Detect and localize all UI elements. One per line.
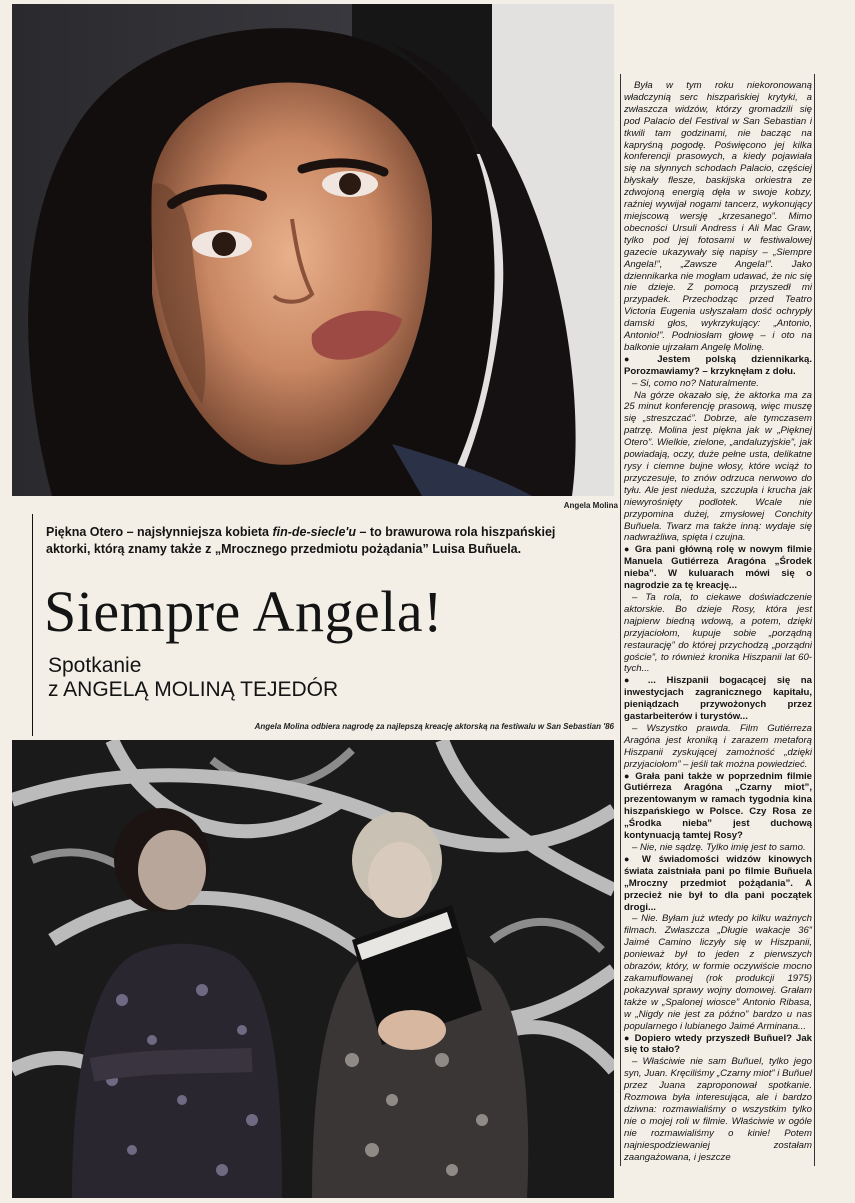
lead-text-1: Piękna Otero – najsłynniejsza kobieta xyxy=(46,525,273,539)
interview-column xyxy=(624,80,812,1163)
column-paragraph: Na górze okazało się, że aktorka ma za 25 minut konferencję prasową, więc muszę się „streszczać”. Dobrze, ale tymczasem patrzę. Molina jest piękna jak w „Pięknej Otero”. Wielkie, zielone, „andaluzyjskie”, jak powiadają, oczy, duże pełne usta, delikatne rysy i ciemne bujne włosy, które wciąż to przyczesuje, to znów odrzuca nerwowo do tyłu. Ale jest nieduża, szczupła i krucha jak niewyrośnięty podlotek. Wcale nie przypomina dużej, zmysłowej Conchity Buñuela. Twarz ma także inną: wydaje się nadwrażliwa, spięta i czujna. xyxy=(624,389,812,544)
interview-question: ● Dopiero wtedy przyszedł Buñuel? Jak się to stało? xyxy=(624,1033,812,1057)
interview-question: ● W świadomości widzów kinowych świata zaistniała pani po filmie Buñuela „Mroczny przedmiot pożądania”. A przecież nie był to dla pani początek drogi... xyxy=(624,854,812,914)
column-paragraph: Była w tym roku niekoronowaną władczynią serc hiszpańskiej krytyki, a zwłaszcza widzów, którzy gromadzili się pod Palacio del Festival w San Sebastian i tkwili tam godzinami, nie bacząc na kapryśną pogodę. Poświęcono jej kilka konferencji prasowych, a kiedy pojawiała się na słynnych schodach Palacio, częściej błyskały flesze, baskijska orkiestra ze zdwojoną energią dęła w swoje kobzy, raźniej wywijał nogami tancerz, wykonujący miejscową wersję „krzesanego”. Mimo obecności Ursuli Andress i Ali Mac Graw, tylko pod jej fotosami w festiwalowej gazecie ukazywały się napisy – „Siempre Angela!”, „Zawsze Angela!”. Jako dziennikarka nie mogłam udawać, że nic się nie dzieje. Z pomocą przyszedł mi przypadek. Przechodząc przed Teatro Victoria Eugenia usłyszałam dość ochrypły damski głos, wykrzykujący: „Antonio, Antonio!”. Podniosłam głowę – i oto na balkonie ujrzałam Angelę Molinę. xyxy=(624,80,812,353)
interview-answer: – Wszystko prawda. Film Gutiérreza Aragóna jest kroniką i zarazem metaforą Hiszpanii zyskującej zamożność „dzięki przyjaciołom” – jeśli tak można powiedzieć. xyxy=(624,722,812,770)
interview-answer: – Nie. Byłam już wtedy po kilku ważnych filmach. Zwłaszcza „Długie wakacje 36” Jaimé Camino liczyły się w Hiszpanii, ponieważ był to jeden z pierwszych obrazów, który, w formie oczywiście mocno zakamuflowanej (rok produkcji 1975) pokazywał sprawy wojny domowej. Grałam także w „Spalonej wiosce” Antonio Ribasa, w „Nigdy nie jest za późno” bardzo u nas popularnego i lubianego Jaimé Arminana... xyxy=(624,913,812,1032)
column-left-rule xyxy=(620,74,621,1166)
interview-answer: – Nie, nie sądzę. Tylko imię jest to samo. xyxy=(632,842,806,853)
interview-question: ● Gra pani główną rolę w nowym filmie Manuela Gutiérreza Aragóna „Środek nieba”. W kuluarach mówi się o nagrodzie za tę kreację... xyxy=(624,544,812,592)
interview-question: ● Grała pani także w poprzednim filmie Gutiérreza Aragóna „Czarny miot”, prezentowanym w ramach tygodnia kina hiszpańskiego w Polsce. Czy Rosa ze „Środka nieba” jest duchową kontynuacją tamtej Rosy? xyxy=(624,771,812,842)
award-photo-graphic xyxy=(12,740,614,1198)
portrait-photo-graphic xyxy=(12,4,614,496)
portrait-photo xyxy=(12,4,614,496)
interview-answer: – Właściwie nie sam Buñuel, tylko jego syn, Juan. Kręciliśmy „Czarny miot” i Buñuel przez Juana zaproponował spotkanie. Rozmowa była interesująca, ale i bardzo dziwna: rozmawialiśmy o wszystkim tylko nie o mojej roli w filmie. Właściwie w ogóle nie rozmawialiśmy o kinie! Potem najniespodziewaniej zostałam zaangażowana, i jeszcze xyxy=(624,1056,812,1163)
intro-divider-rule xyxy=(32,514,33,736)
column-right-rule xyxy=(814,74,815,1166)
top-photo-credit: Angela Molina xyxy=(563,501,618,510)
lead-text-2: – to brawurowa rola hiszpańskiej aktorki, którą znamy także z „Mrocznego przedmiotu pożądania” Luisa Buñuela. xyxy=(46,525,556,556)
lead-italic: fin-de-siecle'u xyxy=(272,525,357,539)
subtitle-line-1: Spotkanie xyxy=(48,654,142,677)
interview-question: ● Jestem polską dziennikarką. Porozmawiamy? – krzyknęłam z dołu. xyxy=(624,354,812,378)
article-lead xyxy=(46,524,566,558)
subtitle-line-2: z ANGELĄ MOLINĄ TEJEDÓR xyxy=(48,678,339,701)
article-title: Siempre Angela! xyxy=(44,579,443,644)
bottom-photo-caption: Angela Molina odbiera nagrodę za najlepszą kreację aktorską na festiwalu w San Sebastian '86 xyxy=(254,722,614,731)
interview-answer: – Si, como no? Naturalmente. xyxy=(632,377,759,389)
interview-answer: – Ta rola, to ciekawe doświadczenie aktorskie. Bo dzieje Rosy, która jest najpierw biedną wdową, a potem, dzięki przyjaciołom, kupuje sobie „porządną restaurację” do której przychodzą „porządni goście”, to również kronika Hiszpanii lat 60-tych... xyxy=(624,591,812,675)
article-subtitle xyxy=(48,654,608,702)
interview-question: ● ... Hiszpanii bogacącej się na inwestycjach zagranicznego kapitału, pieniądzach przywożonych przez gastarbeiterów i turystów... xyxy=(624,675,812,723)
award-photo xyxy=(12,740,614,1198)
